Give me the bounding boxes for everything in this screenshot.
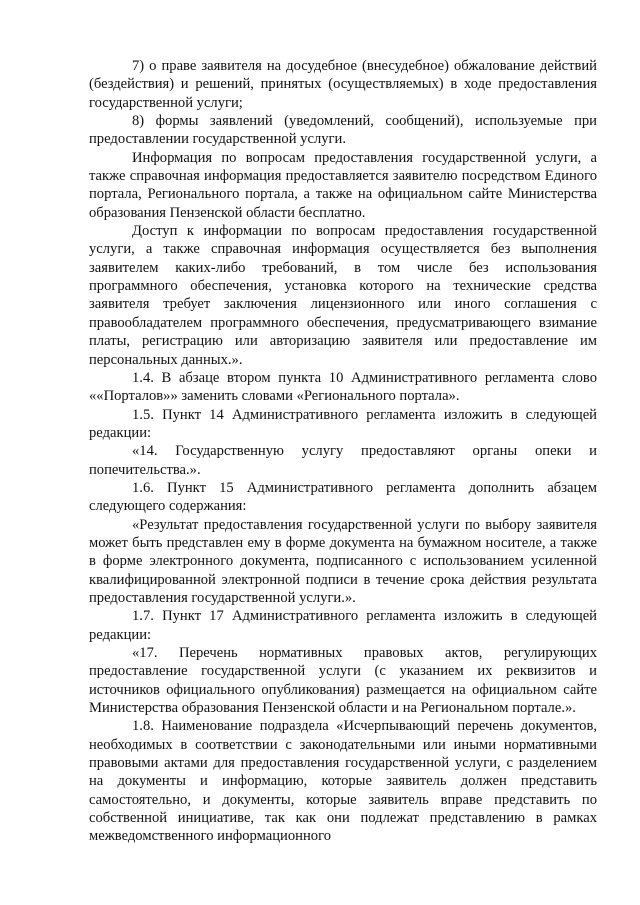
paragraph-clause-14: «14. Государственную услугу предоставляют органы опеки и попечительства.».	[89, 443, 597, 478]
paragraph-clause-17: «17. Перечень нормативных правовых актов, регулирующих предоставление государственной услуги (с указанием их реквизитов и источников официального опубликования) размещается на официальном сайте Министерства образования Пензенской области и на Региональном портале.».	[89, 645, 597, 717]
paragraph-1-4: 1.4. В абзаце втором пункта 10 Административного регламента слово ««Порталов»» заменить словами «Регионального портала».	[89, 369, 597, 405]
paragraph-1-8: 1.8. Наименование подраздела «Исчерпывающий перечень документов, необходимых в соответствии с законодательными или иными нормативными правовыми актами для предоставления государственной услуги, с разделением на документы и информацию, которые заявитель должен представить самостоятельно, и документы, которые заявитель вправе представить по собственной инициативе, так как они подлежат представлению в рамках межведомственного информационного	[89, 718, 597, 845]
paragraph-item-7: 7) о праве заявителя на досудебное (внесудебное) обжалование действий (бездействия) и решений, принятых (осуществляемых) в ходе предоставления государственной услуги;	[89, 58, 597, 111]
paragraph-1-7: 1.7. Пункт 17 Административного регламента изложить в следующей редакции:	[89, 608, 597, 643]
paragraph-1-5: 1.5. Пункт 14 Административного регламента изложить в следующей редакции:	[89, 406, 597, 441]
document-page	[89, 57, 597, 846]
paragraph-info-portals: Информация по вопросам предоставления государственной услуги, а также справочная информация предоставляется заявителю посредством Единого портала, Регионального портала, а также на официальном сайте Министерства образования Пензенской области бесплатно.	[89, 149, 597, 221]
paragraph-item-8: 8) формы заявлений (уведомлений, сообщений), используемые при предоставлении государственной услуги.	[89, 113, 597, 148]
paragraph-result-text: «Результат предоставления государственной услуги по выбору заявителя может быть представлен ему в форме документа на бумажном носителе, а также в форме электронного документа, подписанного с использованием усиленной квалифицированной электронной подписи в течение срока действия результата предоставления государственной услуги.».	[89, 516, 597, 606]
paragraph-1-6: 1.6. Пункт 15 Административного регламента дополнить абзацем следующего содержания:	[89, 479, 597, 515]
paragraph-access-info: Доступ к информации по вопросам предоставления государственной услуги, а также справочная информация осуществляется без выполнения заявителем каких-либо требований, в том числе без использования программного обеспечения, установка которого на технические средства заявителя требует заключения лицензионного или иного соглашения с правообладателем программного обеспечения, предусматривающего взимание платы, регистрацию или авторизацию заявителя или предоставление им персональных данных.».	[89, 223, 597, 368]
